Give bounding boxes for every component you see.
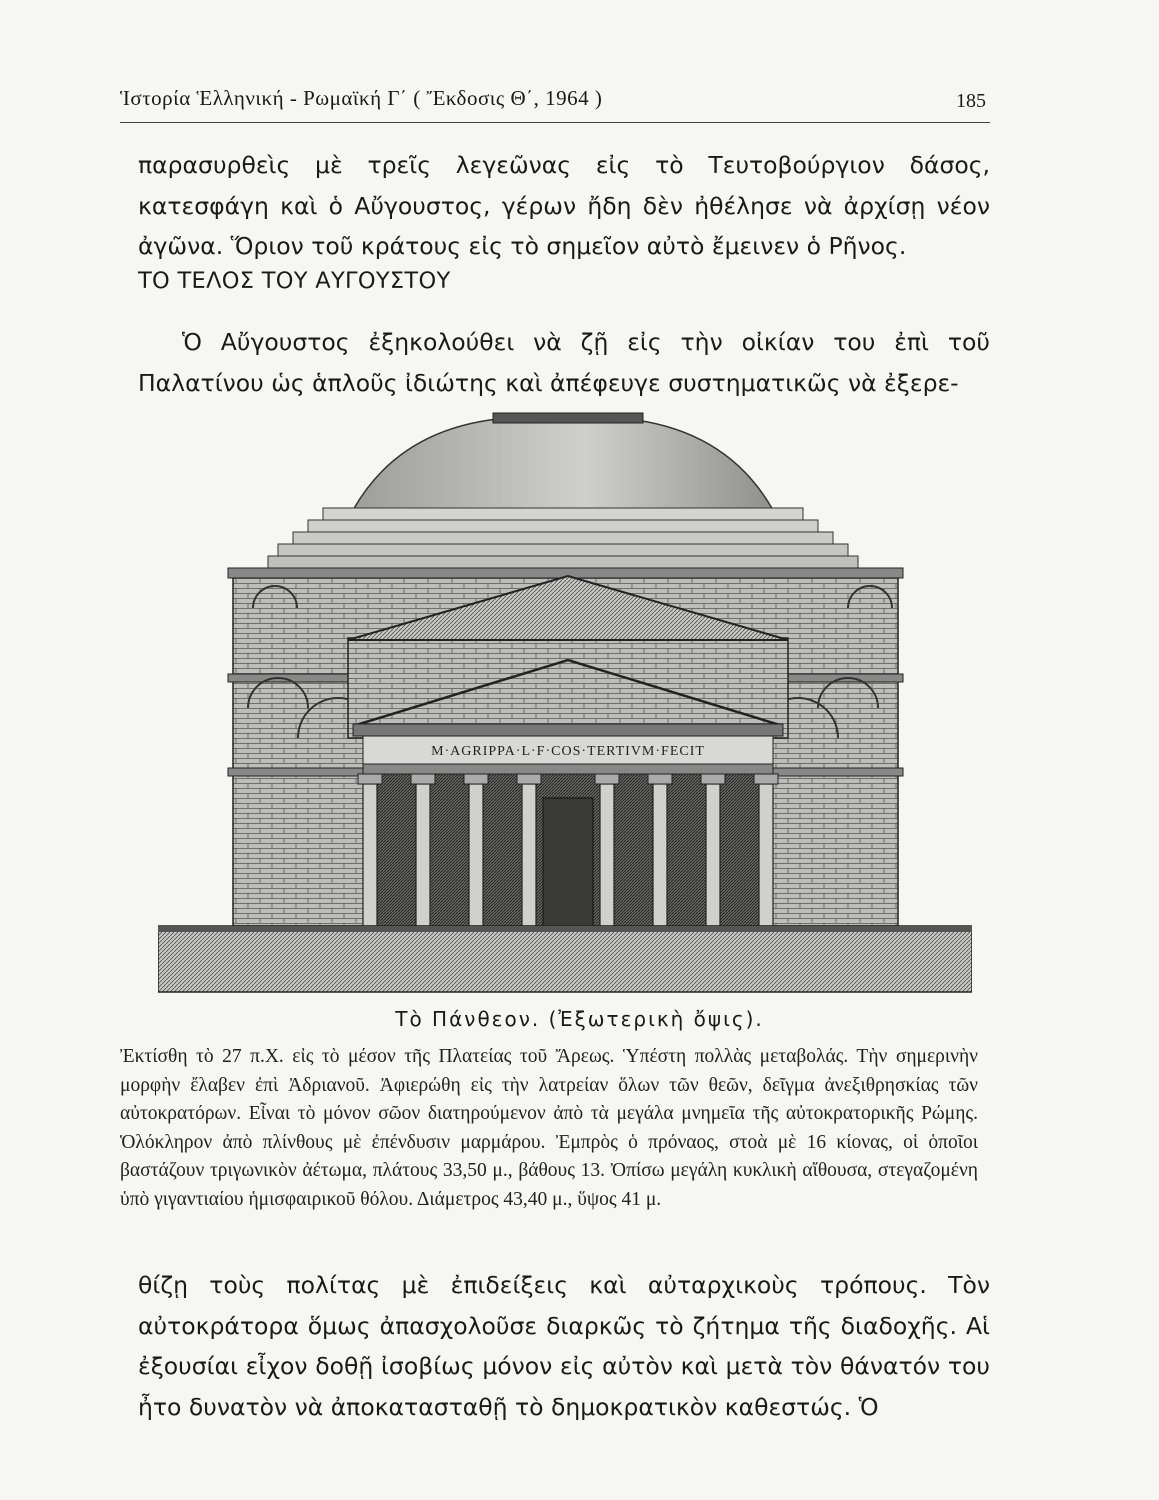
running-header [120, 78, 990, 123]
page-number: 185 [956, 90, 986, 112]
portico-inscription: M·AGRIPPA·L·F·COS·TERTIVM·FECIT [431, 744, 705, 759]
figure-caption-text: Ἐκτίσθη τὸ 27 π.Χ. εἰς τὸ μέσον τῆς Πλατείας τοῦ Ἄρεως. Ὑπέστη πολλὰς μεταβολάς. Τὴν σημερινὴν μορφὴν ἔλαβεν ἐπὶ Ἀδριανοῦ. Ἀφιερώθη εἰς τὴν λατρείαν ὅλων τῶν θεῶν, δεῖγμα ἀνεξιθρησκίας τῶν αὐτοκρατόρων. Εἶναι τὸ μόνον σῶον διατηρούμενον ἀπὸ τὰ μεγάλα μνημεῖα τῆς αὐτοκρατορικῆς Ρώμης. Ὁλόκληρον ἀπὸ πλίνθους μὲ ἐπένδυσιν μαρμάρου. Ἐμπρὸς ὁ πρόναος, στοὰ μὲ 16 κίονας, οἱ ὁποῖοι βαστάζουν τριγωνικὸν ἀέτωμα, πλάτους 33,50 μ., βάθους 13. Ὀπίσω μεγάλη κυκλικὴ αἴθουσα, στεγαζομένη ὑπὸ γιγαντιαίου ἡμισφαιρικοῦ θόλου. Διάμετρος 43,40 μ., ὕψος 41 μ. [120, 1046, 978, 1210]
paragraph-1: παρασυρθεὶς μὲ τρεῖς λεγεῶνας εἰς τὸ Τευτοβούργιον δάσος, κατεσφάγη καὶ ὁ Αὔγουστος, γέρων ἤδη δὲν ἠθέλησε νὰ ἀρχίσῃ νέον ἀγῶνα. Ὅριον τοῦ κράτους εἰς τὸ σημεῖον αὐτὸ ἔμεινεν ὁ Ρῆνος. [138, 151, 990, 260]
figure-caption-title: Τὸ Πάνθεον. (Ἐξωτερικὴ ὄψις). [395, 1007, 764, 1031]
paragraph-3: θίζῃ τοὺς πολίτας μὲ ἐπιδείξεις καὶ αὐταρχικοὺς τρόπους. Τὸν αὐτοκράτορα ὅμως ἀπασχολοῦσε διαρκῶς τὸ ζήτημα τῆς διαδοχῆς. Αἱ ἐξουσίαι εἶχον δοθῇ ἰσοβίως μόνον εἰς αὐτὸν καὶ μετὰ τὸν θάνατόν του ἦτο δυνατὸν νὰ ἀποκατασταθῇ τὸ δημοκρατικὸν καθεστώς. Ὁ [138, 1271, 990, 1421]
section-heading: ΤΟ ΤΕΛΟΣ ΤΟΥ ΑΥΓΟΥΣΤΟΥ [138, 268, 451, 294]
pantheon-illustration [158, 408, 972, 994]
running-title: Ἱστορία Ἑλληνική - Ρωμαϊκή Γ΄ ( Ἔκδοσις Θ΄, 1964 ) [120, 86, 603, 110]
paragraph-2: Ὁ Αὔγουστος ἐξηκολούθει νὰ ζῇ εἰς τὴν οἰκίαν του ἐπὶ τοῦ Παλατίνου ὡς ἁπλοῦς ἰδιώτης καὶ ἀπέφευγε συστηματικῶς νὰ ἐξερε- [138, 328, 990, 397]
